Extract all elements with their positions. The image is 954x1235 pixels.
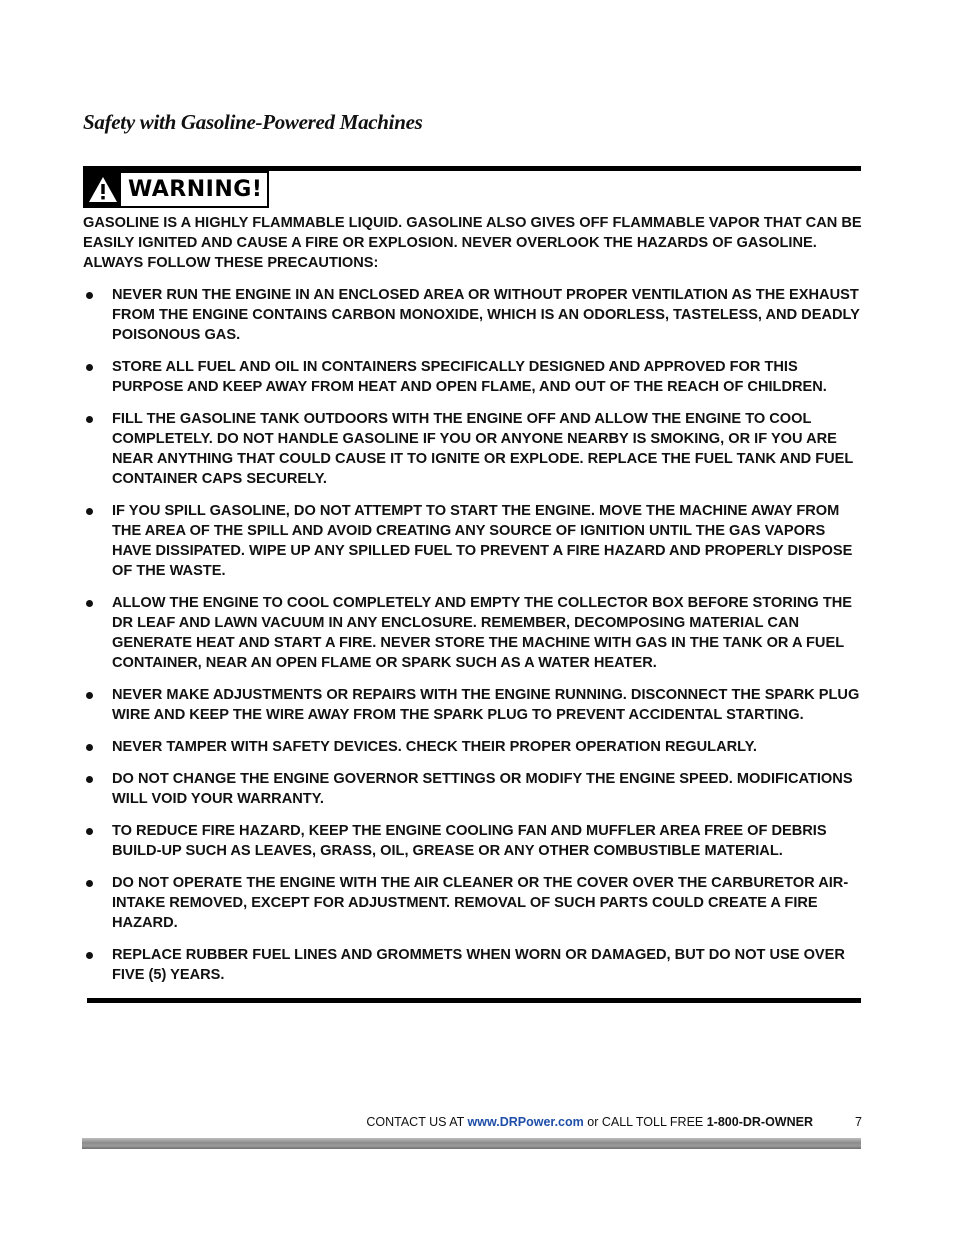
precaution-item	[83, 409, 863, 489]
precaution-text: STORE ALL FUEL AND OIL IN CONTAINERS SPECIFICALLY DESIGNED AND APPROVED FOR THIS PURPOSE AND KEEP AWAY FROM HEAT AND OPEN FLAME, AND OUT OF THE REACH OF CHILDREN.	[112, 359, 827, 395]
precaution-text: REPLACE RUBBER FUEL LINES AND GROMMETS WHEN WORN OR DAMAGED, BUT DO NOT USE OVER FIVE (5) YEARS.	[112, 947, 845, 983]
precaution-text: ALLOW THE ENGINE TO COOL COMPLETELY AND EMPTY THE COLLECTOR BOX BEFORE STORING THE DR LEAF AND LAWN VACUUM IN ANY ENCLOSURE. REMEMBER, DECOMPOSING MATERIAL CAN GENERATE HEAT AND START A FIRE. NEVER STORE THE MACHINE WITH GAS IN THE TANK OR A FUEL CONTAINER, NEAR AN OPEN FLAME OR SPARK SUCH AS A WATER HEATER.	[112, 595, 853, 671]
precaution-item	[83, 945, 863, 985]
bullet-icon	[86, 952, 93, 959]
precaution-item	[83, 593, 863, 673]
warning-triangle-icon	[85, 173, 121, 206]
bullet-icon	[86, 364, 93, 371]
precaution-item	[83, 769, 863, 809]
contact-prefix: CONTACT US AT	[366, 1115, 468, 1129]
precaution-text: FILL THE GASOLINE TANK OUTDOORS WITH THE ENGINE OFF AND ALLOW THE ENGINE TO COOL COMPLETELY. DO NOT HANDLE GASOLINE IF YOU OR ANYONE NEARBY IS SMOKING, OR IF YOU ARE NEAR ANYTHING THAT COULD CAUSE IT TO IGNITE OR EXPLODE. REPLACE THE FUEL TANK AND FUEL CONTAINER CAPS SECURELY.	[112, 411, 854, 487]
precaution-item	[83, 357, 863, 397]
bullet-icon	[86, 292, 93, 299]
footer-bar	[82, 1138, 861, 1149]
bullet-icon	[86, 776, 93, 783]
precaution-item	[83, 501, 863, 581]
precaution-item	[83, 685, 863, 725]
precaution-text: TO REDUCE FIRE HAZARD, KEEP THE ENGINE COOLING FAN AND MUFFLER AREA FREE OF DEBRIS BUILD-UP SUCH AS LEAVES, GRASS, OIL, GREASE OR ANY OTHER COMBUSTIBLE MATERIAL.	[112, 823, 827, 859]
warning-content	[83, 213, 863, 997]
precaution-text: DO NOT CHANGE THE ENGINE GOVERNOR SETTINGS OR MODIFY THE ENGINE SPEED. MODIFICATIONS WILL VOID YOUR WARRANTY.	[112, 771, 853, 807]
phone-number: 1-800-DR-OWNER	[706, 1115, 813, 1129]
call-text: or CALL TOLL FREE	[583, 1115, 707, 1129]
website-link[interactable]: www.DRPower.com	[467, 1115, 584, 1129]
footer-contact	[366, 1115, 813, 1129]
bullet-icon	[86, 828, 93, 835]
page-number: 7	[855, 1115, 862, 1129]
precaution-item	[83, 821, 863, 861]
bullet-icon	[86, 744, 93, 751]
bottom-divider	[87, 998, 861, 1003]
precaution-list	[83, 285, 863, 985]
bullet-icon	[86, 692, 93, 699]
intro-paragraph: GASOLINE IS A HIGHLY FLAMMABLE LIQUID. GASOLINE ALSO GIVES OFF FLAMMABLE VAPOR THAT CAN BE EASILY IGNITED AND CAUSE A FIRE OR EXPLOSION. NEVER OVERLOOK THE HAZARDS OF GASOLINE. ALWAYS FOLLOW THESE PRECAUTIONS:	[83, 215, 862, 271]
bullet-icon	[86, 600, 93, 607]
bullet-icon	[86, 508, 93, 515]
bullet-icon	[86, 880, 93, 887]
precaution-text: NEVER MAKE ADJUSTMENTS OR REPAIRS WITH THE ENGINE RUNNING. DISCONNECT THE SPARK PLUG WIRE AND KEEP THE WIRE AWAY FROM THE SPARK PLUG TO PREVENT ACCIDENTAL STARTING.	[112, 687, 860, 723]
precaution-text: NEVER RUN THE ENGINE IN AN ENCLOSED AREA OR WITHOUT PROPER VENTILATION AS THE EXHAUST FROM THE ENGINE CONTAINS CARBON MONOXIDE, WHICH IS AN ODORLESS, TASTELESS, AND DEADLY POISONOUS GAS.	[112, 287, 860, 343]
precaution-item	[83, 285, 863, 345]
warning-banner	[83, 171, 269, 208]
precaution-item	[83, 873, 863, 933]
warning-label: WARNING!	[128, 177, 263, 202]
precaution-text: DO NOT OPERATE THE ENGINE WITH THE AIR CLEANER OR THE COVER OVER THE CARBURETOR AIR-INTAKE REMOVED, EXCEPT FOR ADJUSTMENT. REMOVAL OF SUCH PARTS COULD CREATE A FIRE HAZARD.	[112, 875, 849, 931]
section-title: Safety with Gasoline-Powered Machines	[83, 110, 423, 134]
precaution-item	[83, 737, 863, 757]
bullet-icon	[86, 416, 93, 423]
precaution-text: NEVER TAMPER WITH SAFETY DEVICES. CHECK THEIR PROPER OPERATION REGULARLY.	[112, 739, 757, 755]
precaution-text: IF YOU SPILL GASOLINE, DO NOT ATTEMPT TO START THE ENGINE. MOVE THE MACHINE AWAY FROM THE AREA OF THE SPILL AND AVOID CREATING ANY SOURCE OF IGNITION UNTIL THE GAS VAPORS HAVE DISSIPATED. WIPE UP ANY SPILLED FUEL TO PREVENT A FIRE HAZARD AND PROPERLY DISPOSE OF THE WASTE.	[112, 503, 853, 579]
